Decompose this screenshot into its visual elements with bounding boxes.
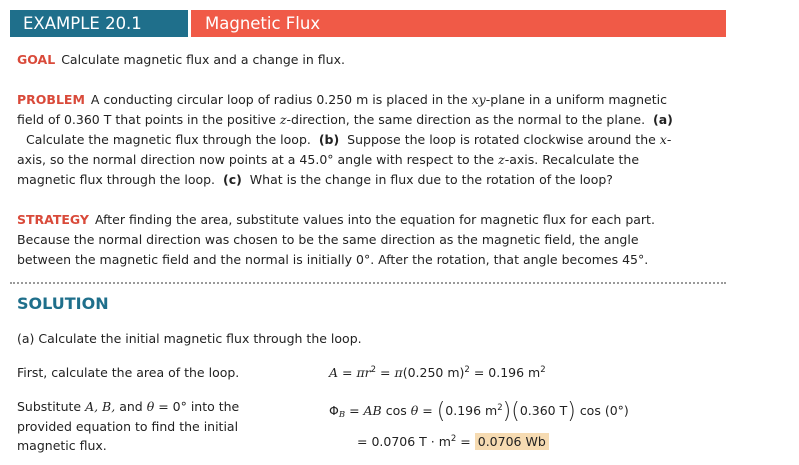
example-label: EXAMPLE 20.1	[10, 10, 188, 37]
flux-equation: $\Phi_B$ = AB cos θ = (0.196 $m^2)(0.360$ T) cos (0°)	[329, 399, 629, 424]
goal-text: Calculate magnetic flux and a change in flux.	[61, 52, 345, 67]
problem-line-1: PROBLEM A conducting circular loop of radius 0.250 m is placed in the xy-plane in a uniform magnetic	[17, 92, 667, 107]
part-c-label: (c)	[222, 172, 242, 187]
example-title: Magnetic Flux	[191, 10, 726, 37]
problem-section	[17, 90, 717, 190]
step-1-text: First, calculate the area of the loop.	[17, 365, 240, 380]
problem-line-4: axis, so the normal direction now points at a 45.0° angle with respect to the z-axis. Recalculate the	[17, 152, 640, 167]
problem-label: PROBLEM	[17, 92, 85, 107]
problem-line-2: field of 0.360 T that points in the positive z-direction, the same direction as the normal to the plane. (a)	[17, 112, 673, 127]
strategy-section: STRATEGY After finding the area, substitute values into the equation for magnetic flux for each part. Because the normal direction was chosen to be the same direction as the magnetic field, the angle between the magnetic field and the normal is initially 0°. After the rotation, that angle becomes 45°.	[17, 212, 655, 267]
problem-line-3: Calculate the magnetic flux through the loop. (b) Suppose the loop is rotated clockwise around the x-	[26, 132, 672, 147]
strategy-label: STRATEGY	[17, 212, 89, 227]
example-banner	[10, 10, 726, 37]
flux-answer-highlight: 0.0706 Wb	[475, 433, 549, 450]
area-equation: $A = \pi r^2 = \pi(0.250$ m)$^2$ = 0.196 $m^2$	[329, 365, 546, 380]
flux-result: = 0.0706 $T \cdot m^2 = 0.0706$ Wb	[357, 432, 549, 452]
goal-label: GOAL	[17, 52, 56, 67]
solution-heading: SOLUTION	[17, 294, 109, 313]
section-divider	[10, 282, 726, 284]
part-b-label: (b)	[318, 132, 340, 147]
part-a-label: (a)	[653, 112, 673, 127]
solution-part-a-intro: (a) Calculate the initial magnetic flux through the loop.	[17, 331, 362, 346]
step-2-text: Substitute A, B, and θ = 0° into the provided equation to find the initial magnetic flux.	[17, 399, 240, 453]
goal-section	[17, 50, 717, 70]
problem-line-5: magnetic flux through the loop. (c) What is the change in flux due to the rotation of the loop?	[17, 172, 613, 187]
